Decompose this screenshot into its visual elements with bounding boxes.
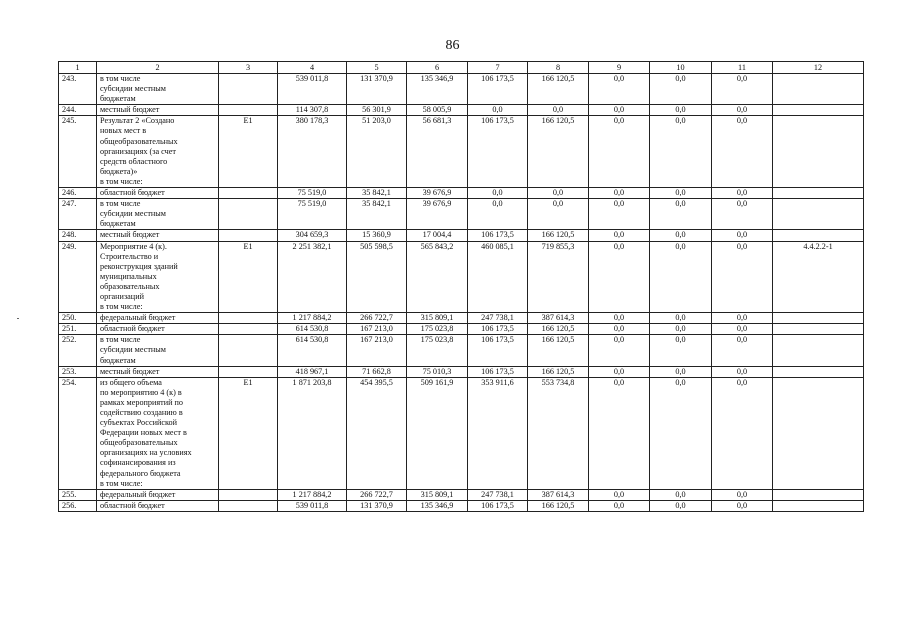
row-name-cell: федеральный бюджет — [97, 313, 219, 324]
indicator-ref-cell — [773, 377, 864, 489]
amount-cell: 167 213,0 — [347, 335, 407, 366]
indicator-ref-cell — [773, 366, 864, 377]
amount-cell: 0,0 — [712, 377, 773, 489]
amount-cell: 106 173,5 — [468, 74, 528, 105]
indicator-ref-cell — [773, 335, 864, 366]
amount-cell: 0,0 — [650, 188, 712, 199]
amount-cell: 15 360,9 — [347, 230, 407, 241]
table-row — [59, 313, 864, 324]
amount-cell: 0,0 — [650, 116, 712, 188]
amount-cell: 353 911,6 — [468, 377, 528, 489]
column-number-row — [59, 62, 864, 74]
row-number-cell: 251. — [59, 324, 97, 335]
amount-cell: 315 809,1 — [407, 313, 468, 324]
row-number-cell: 254. — [59, 377, 97, 489]
amount-cell: 0,0 — [589, 377, 650, 489]
amount-cell: 247 738,1 — [468, 313, 528, 324]
table-row — [59, 377, 864, 489]
amount-cell: 51 203,0 — [347, 116, 407, 188]
amount-cell: 166 120,5 — [528, 230, 589, 241]
amount-cell: 0,0 — [589, 116, 650, 188]
amount-cell: 454 395,5 — [347, 377, 407, 489]
amount-cell: 0,0 — [650, 199, 712, 230]
amount-cell: 0,0 — [468, 188, 528, 199]
amount-cell: 0,0 — [528, 105, 589, 116]
amount-cell: 0,0 — [650, 377, 712, 489]
amount-cell: 175 023,8 — [407, 324, 468, 335]
amount-cell: 135 346,9 — [407, 74, 468, 105]
amount-cell: 0,0 — [589, 230, 650, 241]
row-name-cell: в том числе субсидии местным бюджетам — [97, 199, 219, 230]
amount-cell: 175 023,8 — [407, 335, 468, 366]
table-row — [59, 500, 864, 511]
amount-cell: 135 346,9 — [407, 500, 468, 511]
table-row — [59, 116, 864, 188]
amount-cell: 39 676,9 — [407, 188, 468, 199]
project-code-cell: E1 — [219, 116, 278, 188]
amount-cell: 0,0 — [712, 74, 773, 105]
amount-cell: 0,0 — [712, 324, 773, 335]
indicator-ref-cell — [773, 188, 864, 199]
row-name-cell: Результат 2 «Создано новых мест в общеобразовательных организациях (за счет средств областного бюджета)» в том числе: — [97, 116, 219, 188]
amount-total-cell: 1 871 203,8 — [278, 377, 347, 489]
amount-cell: 266 722,7 — [347, 489, 407, 500]
amount-total-cell: 2 251 382,1 — [278, 241, 347, 313]
amount-cell: 0,0 — [589, 241, 650, 313]
row-name-cell: из общего объема по мероприятию 4 (к) в рамках мероприятий по содействию созданию в субъектах Российской Федерации новых мест в общеобразовательных организациях на условиях софинансирования из федерального бюджета в том числе: — [97, 377, 219, 489]
amount-cell: 0,0 — [712, 116, 773, 188]
table-row — [59, 230, 864, 241]
page-number: 86 — [445, 38, 460, 53]
indicator-ref-cell — [773, 105, 864, 116]
row-number-cell: 245. — [59, 116, 97, 188]
amount-cell: 315 809,1 — [407, 489, 468, 500]
row-name-cell: областной бюджет — [97, 500, 219, 511]
amount-cell: 0,0 — [712, 105, 773, 116]
amount-total-cell: 539 011,8 — [278, 74, 347, 105]
amount-cell: 166 120,5 — [528, 366, 589, 377]
row-name-cell: Мероприятие 4 (к). Строительство и реконструкция зданий муниципальных образовательных организаций в том числе: — [97, 241, 219, 313]
amount-cell: 106 173,5 — [468, 116, 528, 188]
amount-cell: 0,0 — [528, 199, 589, 230]
project-code-cell — [219, 105, 278, 116]
project-code-cell: E1 — [219, 377, 278, 489]
amount-cell: 553 734,8 — [528, 377, 589, 489]
amount-cell: 0,0 — [468, 199, 528, 230]
amount-cell: 0,0 — [589, 366, 650, 377]
amount-cell: 0,0 — [589, 313, 650, 324]
amount-cell: 0,0 — [712, 199, 773, 230]
amount-cell: 0,0 — [589, 74, 650, 105]
amount-cell: 56 301,9 — [347, 105, 407, 116]
project-code-cell: E1 — [219, 241, 278, 313]
amount-cell: 0,0 — [712, 230, 773, 241]
amount-cell: 0,0 — [712, 335, 773, 366]
amount-cell: 0,0 — [650, 105, 712, 116]
amount-cell: 35 842,1 — [347, 188, 407, 199]
amount-cell: 0,0 — [589, 489, 650, 500]
amount-cell: 56 681,3 — [407, 116, 468, 188]
amount-cell: 75 010,3 — [407, 366, 468, 377]
row-number-cell: 248. — [59, 230, 97, 241]
amount-total-cell: 75 519,0 — [278, 188, 347, 199]
row-number-cell: 243. — [59, 74, 97, 105]
amount-cell: 0,0 — [589, 199, 650, 230]
amount-cell: 0,0 — [712, 489, 773, 500]
amount-cell: 387 614,3 — [528, 313, 589, 324]
amount-total-cell: 380 178,3 — [278, 116, 347, 188]
indicator-ref-cell — [773, 489, 864, 500]
amount-cell: 0,0 — [650, 489, 712, 500]
indicator-ref-cell — [773, 199, 864, 230]
amount-cell: 106 173,5 — [468, 230, 528, 241]
amount-cell: 0,0 — [650, 335, 712, 366]
column-header: 3 — [219, 62, 278, 74]
budget-table — [58, 61, 864, 512]
project-code-cell — [219, 366, 278, 377]
row-number-cell: 249. — [59, 241, 97, 313]
amount-cell: 166 120,5 — [528, 324, 589, 335]
amount-cell: 0,0 — [468, 105, 528, 116]
project-code-cell — [219, 74, 278, 105]
indicator-ref-cell — [773, 500, 864, 511]
row-number-cell: 256. — [59, 500, 97, 511]
row-name-cell: местный бюджет — [97, 366, 219, 377]
column-header: 2 — [97, 62, 219, 74]
amount-cell: 0,0 — [589, 335, 650, 366]
amount-cell: 0,0 — [650, 313, 712, 324]
amount-cell: 0,0 — [650, 366, 712, 377]
table-row — [59, 74, 864, 105]
amount-cell: 166 120,5 — [528, 116, 589, 188]
row-number-cell: 250. — [59, 313, 97, 324]
amount-cell: 0,0 — [650, 74, 712, 105]
amount-cell: 58 005,9 — [407, 105, 468, 116]
amount-cell: 0,0 — [712, 241, 773, 313]
amount-cell: 509 161,9 — [407, 377, 468, 489]
amount-cell: 166 120,5 — [528, 74, 589, 105]
table-row — [59, 324, 864, 335]
amount-total-cell: 304 659,3 — [278, 230, 347, 241]
table-body — [59, 74, 864, 512]
amount-cell: 0,0 — [650, 324, 712, 335]
project-code-cell — [219, 324, 278, 335]
amount-cell: 460 085,1 — [468, 241, 528, 313]
amount-cell: 0,0 — [712, 313, 773, 324]
amount-cell: 565 843,2 — [407, 241, 468, 313]
row-name-cell: областной бюджет — [97, 188, 219, 199]
project-code-cell — [219, 230, 278, 241]
amount-cell: 106 173,5 — [468, 324, 528, 335]
table-row — [59, 241, 864, 313]
amount-total-cell: 114 307,8 — [278, 105, 347, 116]
amount-cell: 0,0 — [650, 500, 712, 511]
indicator-ref-cell — [773, 313, 864, 324]
amount-cell: 0,0 — [712, 500, 773, 511]
amount-cell: 387 614,3 — [528, 489, 589, 500]
amount-cell: 39 676,9 — [407, 199, 468, 230]
project-code-cell — [219, 489, 278, 500]
table-row — [59, 335, 864, 366]
indicator-ref-cell — [773, 116, 864, 188]
amount-cell: 106 173,5 — [468, 335, 528, 366]
amount-cell: 0,0 — [650, 241, 712, 313]
amount-total-cell: 1 217 884,2 — [278, 313, 347, 324]
amount-cell: 247 738,1 — [468, 489, 528, 500]
row-name-cell: в том числе субсидии местным бюджетам — [97, 74, 219, 105]
amount-total-cell: 614 530,8 — [278, 335, 347, 366]
row-name-cell: местный бюджет — [97, 105, 219, 116]
project-code-cell — [219, 335, 278, 366]
table-row — [59, 366, 864, 377]
row-number-cell: 247. — [59, 199, 97, 230]
column-header: 11 — [712, 62, 773, 74]
row-number-cell: 244. — [59, 105, 97, 116]
project-code-cell — [219, 199, 278, 230]
row-name-cell: областной бюджет — [97, 324, 219, 335]
indicator-ref-cell — [773, 324, 864, 335]
row-name-cell: федеральный бюджет — [97, 489, 219, 500]
amount-cell: 131 370,9 — [347, 500, 407, 511]
amount-cell: 0,0 — [712, 366, 773, 377]
amount-cell: 0,0 — [528, 188, 589, 199]
column-header: 6 — [407, 62, 468, 74]
column-header: 4 — [278, 62, 347, 74]
column-header: 1 — [59, 62, 97, 74]
amount-total-cell: 539 011,8 — [278, 500, 347, 511]
amount-cell: 106 173,5 — [468, 500, 528, 511]
indicator-ref-cell: 4.4.2.2-1 — [773, 241, 864, 313]
indicator-ref-cell — [773, 230, 864, 241]
amount-cell: 0,0 — [589, 500, 650, 511]
row-number-cell: 252. — [59, 335, 97, 366]
amount-cell: 71 662,8 — [347, 366, 407, 377]
amount-total-cell: 1 217 884,2 — [278, 489, 347, 500]
row-name-cell: в том числе субсидии местным бюджетам — [97, 335, 219, 366]
table-row — [59, 489, 864, 500]
scan-mark — [17, 318, 19, 319]
project-code-cell — [219, 500, 278, 511]
column-header: 12 — [773, 62, 864, 74]
table-row — [59, 105, 864, 116]
row-number-cell: 255. — [59, 489, 97, 500]
amount-cell: 131 370,9 — [347, 74, 407, 105]
amount-cell: 505 598,5 — [347, 241, 407, 313]
column-header: 8 — [528, 62, 589, 74]
project-code-cell — [219, 188, 278, 199]
amount-cell: 106 173,5 — [468, 366, 528, 377]
amount-total-cell: 418 967,1 — [278, 366, 347, 377]
column-header: 10 — [650, 62, 712, 74]
amount-cell: 17 004,4 — [407, 230, 468, 241]
column-header: 7 — [468, 62, 528, 74]
row-number-cell: 246. — [59, 188, 97, 199]
amount-cell: 0,0 — [589, 188, 650, 199]
amount-cell: 166 120,5 — [528, 335, 589, 366]
amount-cell: 719 855,3 — [528, 241, 589, 313]
table-row — [59, 199, 864, 230]
amount-cell: 0,0 — [650, 230, 712, 241]
row-number-cell: 253. — [59, 366, 97, 377]
project-code-cell — [219, 313, 278, 324]
indicator-ref-cell — [773, 74, 864, 105]
amount-cell: 166 120,5 — [528, 500, 589, 511]
column-header: 5 — [347, 62, 407, 74]
table-row — [59, 188, 864, 199]
column-header: 9 — [589, 62, 650, 74]
amount-total-cell: 75 519,0 — [278, 199, 347, 230]
amount-cell: 0,0 — [589, 105, 650, 116]
amount-cell: 266 722,7 — [347, 313, 407, 324]
amount-total-cell: 614 530,8 — [278, 324, 347, 335]
amount-cell: 35 842,1 — [347, 199, 407, 230]
row-name-cell: местный бюджет — [97, 230, 219, 241]
amount-cell: 0,0 — [712, 188, 773, 199]
amount-cell: 167 213,0 — [347, 324, 407, 335]
amount-cell: 0,0 — [589, 324, 650, 335]
